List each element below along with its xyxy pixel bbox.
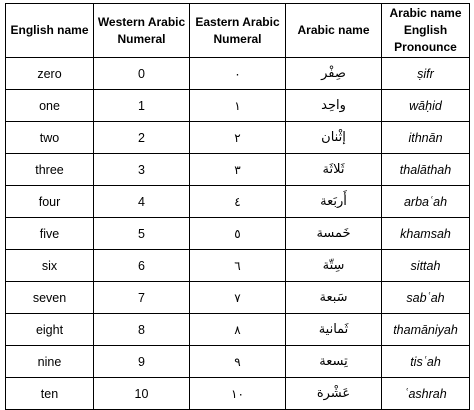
pronounce-cell: sittah (382, 250, 470, 282)
pronounce-cell: thamāniyah (382, 314, 470, 346)
eastern-numeral-cell: ١ (190, 90, 286, 122)
pronounce-cell: sabʿah (382, 282, 470, 314)
western-numeral-cell: 2 (94, 122, 190, 154)
western-numeral-cell: 4 (94, 186, 190, 218)
header-arabic-name: Arabic name (286, 4, 382, 58)
english-name-cell: four (6, 186, 94, 218)
table-row (6, 378, 470, 410)
arabic-name-cell: واحِد (286, 90, 382, 122)
western-numeral-cell: 9 (94, 346, 190, 378)
arabic-name-cell: عَشْرة (286, 378, 382, 410)
eastern-numeral-cell: ٢ (190, 122, 286, 154)
eastern-numeral-cell: ٥ (190, 218, 286, 250)
english-name-cell: zero (6, 58, 94, 90)
header-western-numeral: Western Arabic Numeral (94, 4, 190, 58)
table-row (6, 122, 470, 154)
pronounce-cell: thalāthah (382, 154, 470, 186)
eastern-numeral-cell: ٩ (190, 346, 286, 378)
table-row (6, 90, 470, 122)
pronounce-cell: arbaʿah (382, 186, 470, 218)
table-row (6, 186, 470, 218)
arabic-name-cell: إثْنان (286, 122, 382, 154)
english-name-cell: six (6, 250, 94, 282)
eastern-numeral-cell: ٣ (190, 154, 286, 186)
arabic-name-cell: صِفْر (286, 58, 382, 90)
eastern-numeral-cell: ٧ (190, 282, 286, 314)
english-name-cell: ten (6, 378, 94, 410)
pronounce-cell: tisʿah (382, 346, 470, 378)
western-numeral-cell: 8 (94, 314, 190, 346)
arabic-name-cell: سِتّة (286, 250, 382, 282)
english-name-cell: two (6, 122, 94, 154)
western-numeral-cell: 3 (94, 154, 190, 186)
english-name-cell: one (6, 90, 94, 122)
english-name-cell: three (6, 154, 94, 186)
header-eastern-numeral: Eastern Arabic Numeral (190, 4, 286, 58)
arabic-name-cell: ثَمانية (286, 314, 382, 346)
arabic-name-cell: خَمسة (286, 218, 382, 250)
arabic-name-cell: ثَلاثَة (286, 154, 382, 186)
arabic-name-cell: تِسعة (286, 346, 382, 378)
english-name-cell: eight (6, 314, 94, 346)
western-numeral-cell: 6 (94, 250, 190, 282)
eastern-numeral-cell: ٠ (190, 58, 286, 90)
header-row (6, 4, 470, 58)
english-name-cell: five (6, 218, 94, 250)
table-row (6, 218, 470, 250)
numerals-table (5, 3, 470, 410)
pronounce-cell: ṣifr (382, 58, 470, 90)
arabic-name-cell: سَبعة (286, 282, 382, 314)
header-english-name: English name (6, 4, 94, 58)
western-numeral-cell: 0 (94, 58, 190, 90)
western-numeral-cell: 10 (94, 378, 190, 410)
english-name-cell: seven (6, 282, 94, 314)
eastern-numeral-cell: ٨ (190, 314, 286, 346)
pronounce-cell: khamsah (382, 218, 470, 250)
header-pronounce: Arabic name English Pronounce (382, 4, 470, 58)
eastern-numeral-cell: ٤ (190, 186, 286, 218)
western-numeral-cell: 7 (94, 282, 190, 314)
table-row (6, 282, 470, 314)
western-numeral-cell: 5 (94, 218, 190, 250)
table-row (6, 346, 470, 378)
pronounce-cell: ithnān (382, 122, 470, 154)
table-row (6, 154, 470, 186)
english-name-cell: nine (6, 346, 94, 378)
arabic-name-cell: أَربَعة (286, 186, 382, 218)
eastern-numeral-cell: ١٠ (190, 378, 286, 410)
table-row (6, 58, 470, 90)
pronounce-cell: ʿashrah (382, 378, 470, 410)
table-row (6, 314, 470, 346)
pronounce-cell: wāḥid (382, 90, 470, 122)
eastern-numeral-cell: ٦ (190, 250, 286, 282)
western-numeral-cell: 1 (94, 90, 190, 122)
table-row (6, 250, 470, 282)
